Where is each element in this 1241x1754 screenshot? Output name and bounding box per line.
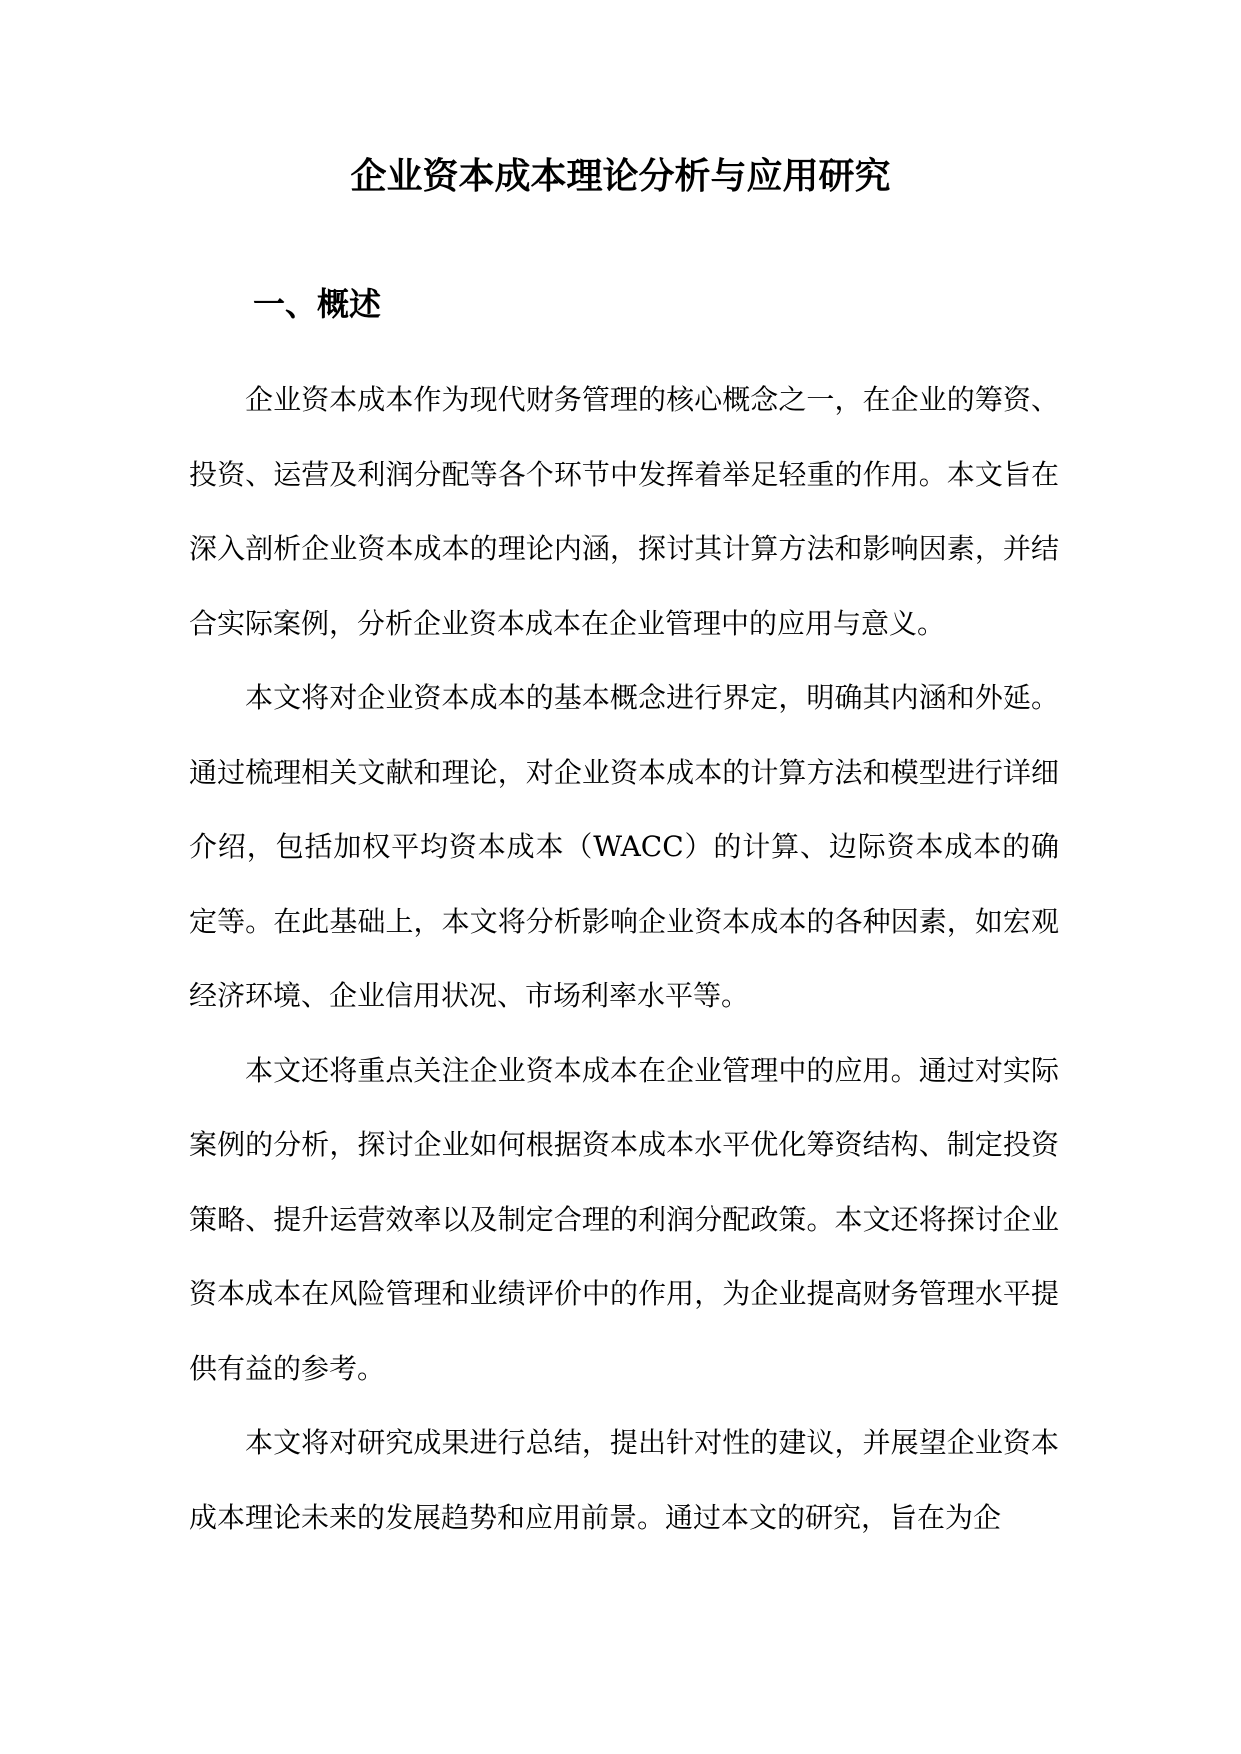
document-title: 企业资本成本理论分析与应用研究 [350, 156, 891, 197]
paragraph: 本文将对企业资本成本的基本概念进行界定，明确其内涵和外延。通过梳理相关文献和理论，对企业资本成本的计算方法和模型进行详细介绍，包括加权平均资本成本（WACC）的计算、边际资本成本的确定等。在此基础上，本文将分析影响企业资本成本的各种因素，如宏观经济环境、企业信用状况、市场利率水平等。 [189, 681, 1059, 1012]
section-heading: 一、概述 [253, 285, 382, 323]
paragraph: 本文将对研究成果进行总结，提出针对性的建议，并展望企业资本成本理论未来的发展趋势和应用前景。通过本文的研究，旨在为企 [189, 1426, 1059, 1534]
paragraph: 本文还将重点关注企业资本成本在企业管理中的应用。通过对实际案例的分析，探讨企业如何根据资本成本水平优化筹资结构、制定投资策略、提升运营效率以及制定合理的利润分配政策。本文还将探讨企业资本成本在风险管理和业绩评价中的作用，为企业提高财务管理水平提供有益的参考。 [189, 1053, 1059, 1385]
section-body [189, 363, 1059, 1555]
paragraph: 企业资本成本作为现代财务管理的核心概念之一，在企业的筹资、投资、运营及利润分配等各个环节中发挥着举足轻重的作用。本文旨在深入剖析企业资本成本的理论内涵，探讨其计算方法和影响因素，并结合实际案例，分析企业资本成本在企业管理中的应用与意义。 [189, 383, 1059, 640]
